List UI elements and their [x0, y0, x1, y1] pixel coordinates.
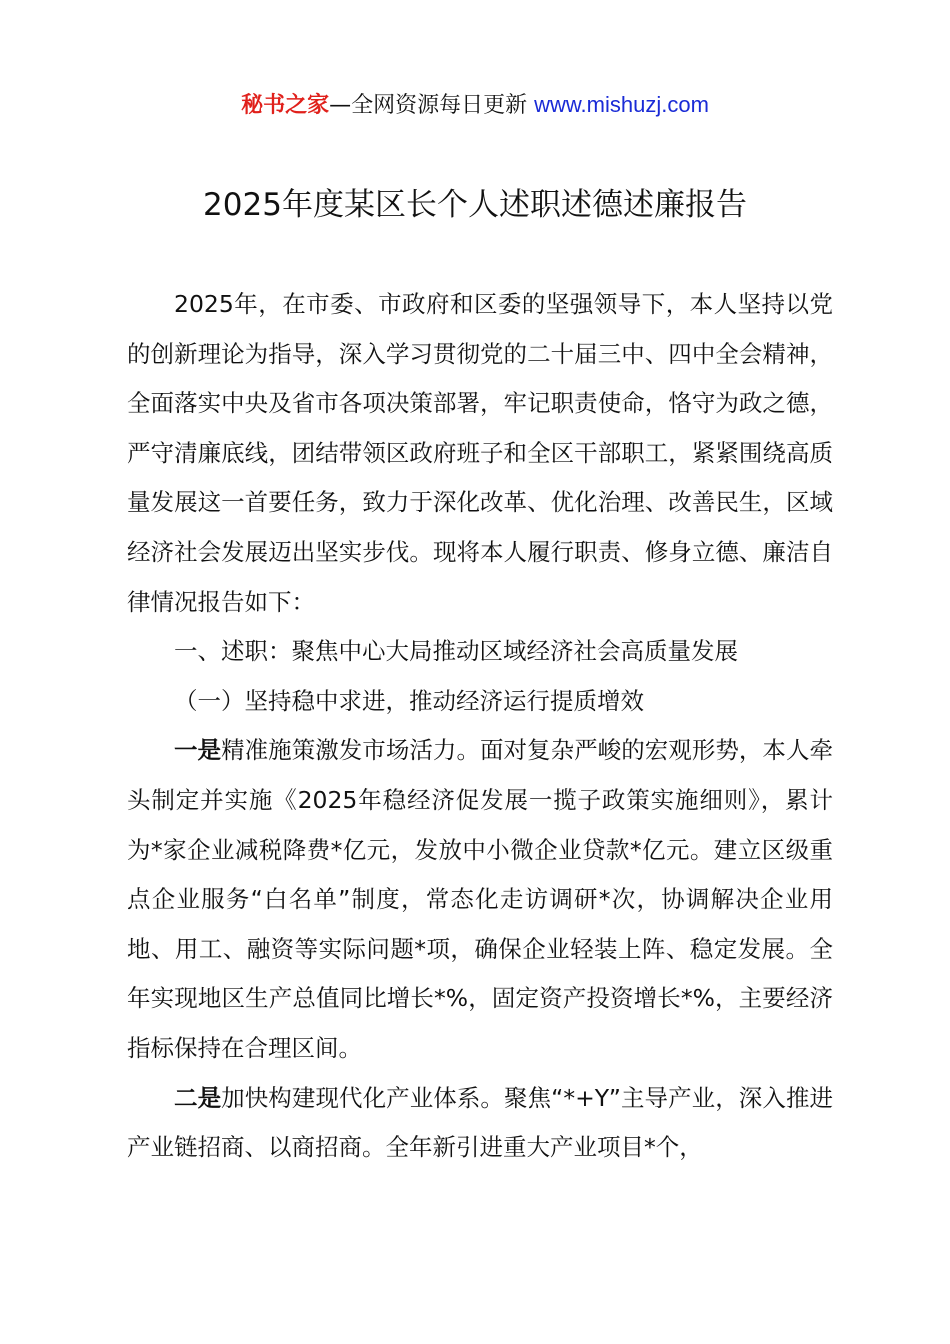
header-tagline: —全网资源每日更新	[329, 93, 535, 118]
point-text: 加快构建现代化产业体系。聚焦“*+Y”主导产业，深入推进产业链招商、以商招商。全年新引进重大产业项目*个，	[127, 1083, 834, 1162]
point-paragraph	[127, 1074, 833, 1173]
site-url-link[interactable]: www.mishuzj.com	[534, 92, 709, 117]
section-heading: 一、述职：聚焦中心大局推动区域经济社会高质量发展	[174, 637, 738, 666]
point-text: 精准施策激发市场活力。面对复杂严峻的宏观形势，本人牵头制定并实施《2025年稳经济促发展一揽子政策实施细则》，累计为*家企业减税降费*亿元，发放中小微企业贷款*亿元。建立区级重点企业服务“白名单”制度，常态化走访调研*次，协调解决企业用地、用工、融资等实际问题*项，确保企业轻装上阵、稳定发展。全年实现地区生产总值同比增长*%，固定资产投资增长*%，主要经济指标保持在合理区间。	[127, 736, 834, 1062]
intro-paragraph: 2025年，在市委、市政府和区委的坚强领导下，本人坚持以党的创新理论为指导，深入学习贯彻党的二十届三中、四中全会精神，全面落实中央及省市各项决策部署，牢记职责使命，恪守为政之德，严守清廉底线，团结带领区政府班子和全区干部职工，紧紧围绕高质量发展这一首要任务，致力于深化改革、优化治理、改善民生，区域经济社会发展迈出坚实步伐。现将本人履行职责、修身立德、廉洁自律情况报告如下：	[127, 290, 833, 616]
document-body	[127, 280, 833, 1173]
point-paragraph	[127, 726, 833, 1073]
subsection-heading: （一）坚持稳中求进，推动经济运行提质增效	[174, 686, 644, 715]
point-label: 一是	[174, 736, 222, 765]
brand-name: 秘书之家	[241, 93, 330, 118]
point-label: 二是	[174, 1083, 222, 1112]
site-header	[0, 88, 950, 123]
document-title: 2025年度某区长个人述职述德述廉报告	[203, 187, 747, 223]
